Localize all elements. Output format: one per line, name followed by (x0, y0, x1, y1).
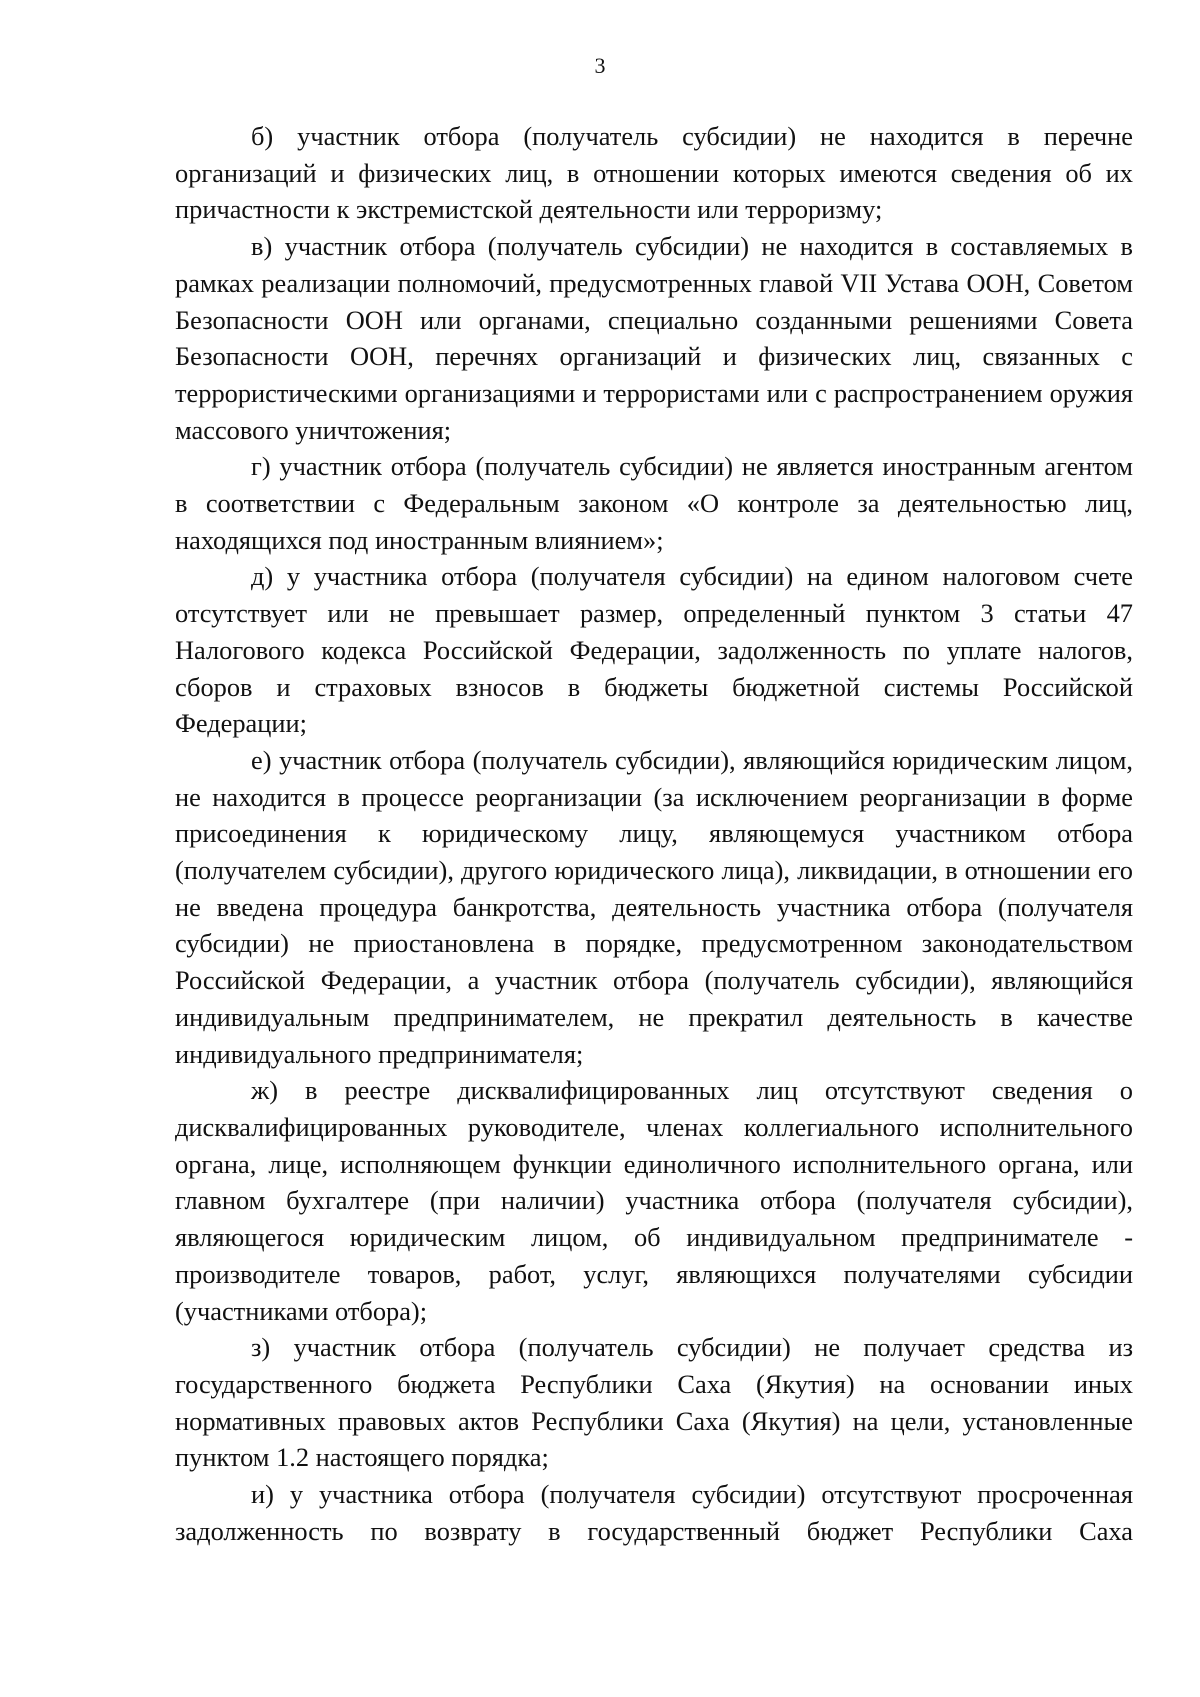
paragraph-z: з) участник отбора (получатель субсидии) не получает средства из государственного бюджета Республики Саха (Якутия) на основании иных нормативных правовых актов Республики Саха (Якутия) на цели, установленные пунктом 1.2 настоящего порядка; (175, 1332, 1133, 1473)
paragraph-g: г) участник отбора (получатель субсидии) не является иностранным агентом в соответствии с Федеральным законом «О контроле за деятельностью лиц, находящихся под иностранным влиянием»; (175, 451, 1133, 555)
paragraph-d: д) у участника отбора (получателя субсидии) на едином налоговом счете отсутствует или не превышает размер, определенный пунктом 3 статьи 47 Налогового кодекса Российской Федерации, задолженность по уплате налогов, сборов и страховых взносов в бюджеты бюджетной системы Российской Федерации; (175, 561, 1133, 739)
document-body (175, 118, 1133, 1549)
paragraph-i: и) у участника отбора (получателя субсидии) отсутствуют просроченная задолженность по возврату в государственный бюджет Республики Саха (175, 1479, 1133, 1546)
paragraph-b: б) участник отбора (получатель субсидии) не находится в перечне организаций и физических лиц, в отношении которых имеются сведения об их причастности к экстремистской деятельности или терроризму; (175, 121, 1133, 225)
paragraph-v: в) участник отбора (получатель субсидии) не находится в составляемых в рамках реализации полномочий, предусмотренных главой VII Устава ООН, Советом Безопасности ООН или органами, специально созданными решениями Совета Безопасности ООН, перечнях организаций и физических лиц, связанных с террористическими организациями и террористами или с распространением оружия массового уничтожения; (175, 231, 1133, 445)
page-number: 3 (594, 53, 606, 78)
paragraph-zh: ж) в реестре дисквалифицированных лиц отсутствуют сведения о дисквалифицированных руководителе, членах коллегиального исполнительного органа, лице, исполняющем функции единоличного исполнительного органа, или главном бухгалтере (при наличии) участника отбора (получателя субсидии), являющегося юридическим лицом, об индивидуальном предпринимателе - производителе товаров, работ, услуг, являющихся получателями субсидии (участниками отбора); (175, 1075, 1133, 1326)
paragraph-e: е) участник отбора (получатель субсидии), являющийся юридическим лицом, не находится в процессе реорганизации (за исключением реорганизации в форме присоединения к юридическому лицу, являющемуся участником отбора (получателем субсидии), другого юридического лица), ликвидации, в отношении его не введена процедура банкротства, деятельность участника отбора (получателя субсидии) не приостановлена в порядке, предусмотренном законодательством Российской Федерации, а участник отбора (получатель субсидии), являющийся индивидуальным предпринимателем, не прекратил деятельность в качестве индивидуального предпринимателя; (175, 744, 1133, 1069)
